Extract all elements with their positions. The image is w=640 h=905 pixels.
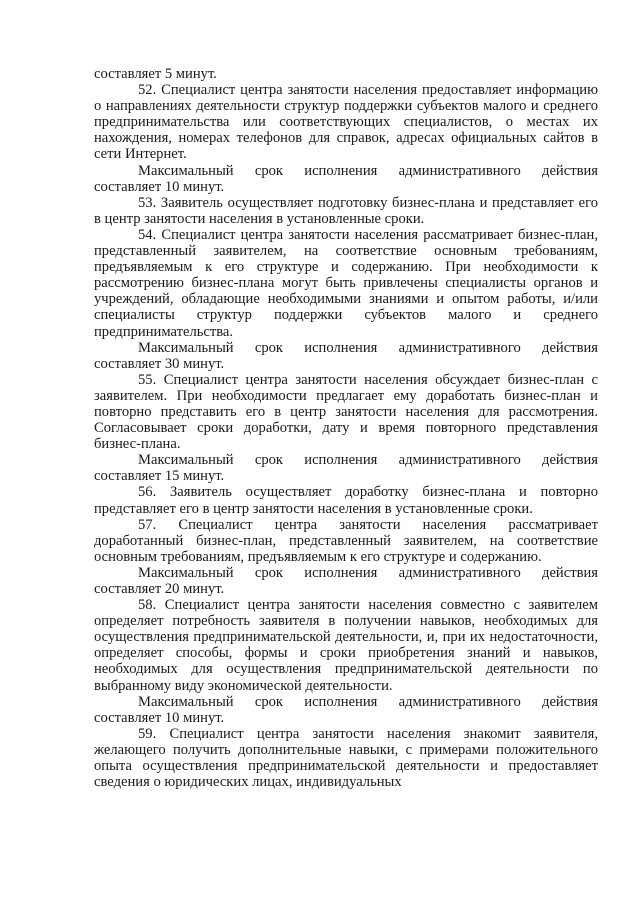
paragraph-57: 57. Специалист центра занятости населения рассматривает доработанный бизнес-план, представленный заявителем, на соответствие основным требованиям, предъявляемым к его структуре и содержанию.: [94, 516, 598, 565]
paragraph-55: 55. Специалист центра занятости населения обсуждает бизнес-план с заявителем. При необходимости предлагает ему доработать бизнес-план и повторно представить его в центр занятости населения для рассмотрения. Согласовывает сроки доработки, дату и время повторного представления бизнес-плана.: [94, 371, 598, 453]
paragraph-max-time-57: Максимальный срок исполнения административного действия составляет 20 минут.: [94, 564, 598, 597]
paragraph-max-time-55: Максимальный срок исполнения административного действия составляет 15 минут.: [94, 452, 598, 485]
paragraph-max-time-52: Максимальный срок исполнения административного действия составляет 10 минут.: [94, 162, 598, 195]
paragraph-max-time-54: Максимальный срок исполнения административного действия составляет 30 минут.: [94, 339, 598, 372]
paragraph-56: 56. Заявитель осуществляет доработку бизнес-плана и повторно представляет его в центр занятости населения в установленные сроки.: [94, 484, 598, 517]
paragraph-max-time-58: Максимальный срок исполнения административного действия составляет 10 минут.: [94, 693, 598, 726]
paragraph-58: 58. Специалист центра занятости населения совместно с заявителем определяет потребность заявителя в получении навыков, необходимых для осуществления предпринимательской деятельности, и, при их недостаточности, определяет способы, формы и сроки приобретения знаний и навыков, необходимых для осуществления предпринимательской деятельности по выбранному виду экономической деятельности.: [94, 597, 598, 694]
paragraph-53: 53. Заявитель осуществляет подготовку бизнес-плана и представляет его в центр занятости населения в установленные сроки.: [94, 194, 598, 227]
paragraph-continuation: составляет 5 минут.: [94, 66, 217, 82]
paragraph-52: 52. Специалист центра занятости населения предоставляет информацию о направлениях деятельности структур поддержки субъектов малого и среднего предпринимательства или соответствующих специалистов, о местах их нахождения, номерах телефонов для справок, адресах официальных сайтов в сети Интернет.: [94, 82, 598, 163]
paragraph-54: 54. Специалист центра занятости населения рассматривает бизнес-план, представленный заявителем, на соответствие основным требованиям, предъявляемым к его структуре и содержанию. При необходимости к рассмотрению бизнес-плана могут быть привлечены специалисты органов и учреждений, обладающие необходимыми знаниями и опытом работы, и/или специалисты структур поддержки субъектов малого и среднего предпринимательства.: [94, 226, 598, 340]
document-body: [94, 66, 598, 790]
paragraph-59: 59. Специалист центра занятости населения знакомит заявителя, желающего получить дополнительные навыки, с примерами положительного опыта осуществления предпринимательской деятельности и предоставляет сведения о юридических лицах, индивидуальных: [94, 725, 598, 791]
